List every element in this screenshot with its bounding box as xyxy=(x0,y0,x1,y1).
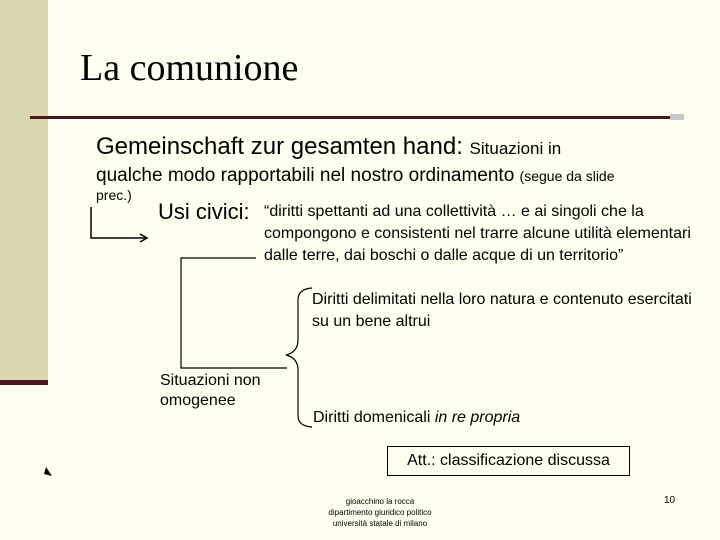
footer-department: dipartimento giuridico politico xyxy=(328,508,432,517)
connector-arrow-usi xyxy=(91,207,146,238)
heading-subtitle: Situazioni in xyxy=(469,139,562,158)
nav-arrow-icon xyxy=(44,467,52,476)
footer xyxy=(300,496,460,529)
situazioni-non-omogenee: Situazioni non omogenee xyxy=(160,372,261,409)
heading-note-end: prec.) xyxy=(96,187,132,203)
usi-civici-label: Usi civici: xyxy=(158,199,250,224)
footer-university: università statale di milano xyxy=(332,519,428,528)
diritti-domenicali-italic: in re propria xyxy=(434,409,521,426)
diritti-domenicali-text: Diritti domenicali xyxy=(313,409,435,426)
usi-civici-definition: “diritti spettanti ad una collettività … e ai singoli che la compongono e consistenti nel trarre alcune utilità elementari dalle terre, dai boschi o dalle acque di un territorio” xyxy=(264,203,691,264)
att-note-box: Att.: classificazione discussa xyxy=(387,446,630,476)
slide-title: La comunione xyxy=(80,47,299,89)
heading-note: (segue da slide xyxy=(519,168,615,184)
page-number: 10 xyxy=(664,495,676,506)
footer-author: gioacchino la rocca xyxy=(345,497,415,506)
heading-german-term: Gemeinschaft zur gesamten hand: xyxy=(96,133,470,160)
heading-continuation: qualche modo rapportabili nel nostro ordinamento xyxy=(96,165,520,186)
diritti-delimitati: Diritti delimitati nella loro natura e contenuto esercitati su un bene altrui xyxy=(312,291,692,330)
diritti-domenicali xyxy=(313,409,520,427)
connector-situazioni xyxy=(181,258,287,368)
